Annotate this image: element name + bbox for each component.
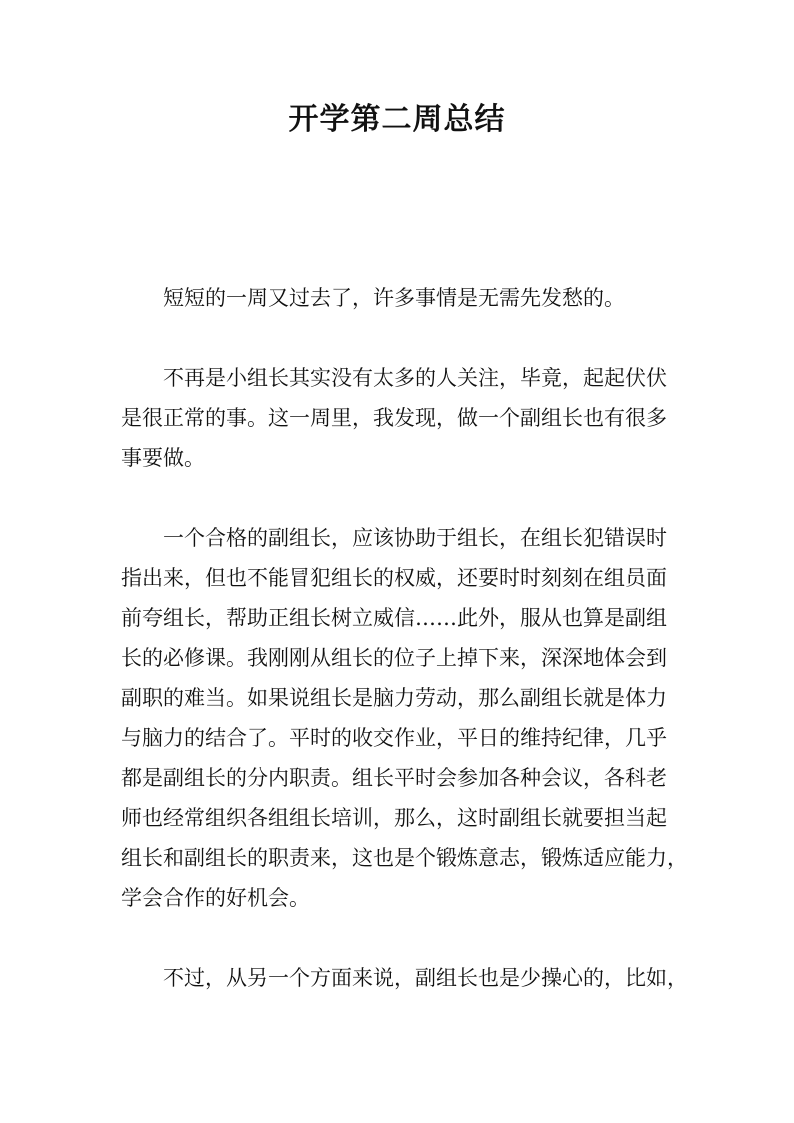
paragraph-gap xyxy=(121,478,673,518)
paragraph-line: 不过，从另一个方面来说，副组长也是少操心的，比如， xyxy=(163,966,688,990)
paragraph-line: 短短的一周又过去了，许多事情是无需先发愁的。 xyxy=(163,286,625,310)
paragraph-line: 事要做。 xyxy=(121,446,205,470)
document-title: 开学第二周总结 xyxy=(288,102,506,137)
paragraph-gap xyxy=(121,918,673,958)
paragraph-2 xyxy=(121,358,673,478)
paragraph-line: 指出来，但也不能冒犯组长的权威，还要时时刻刻在组员面 xyxy=(121,566,667,590)
paragraph-line: 副职的难当。如果说组长是脑力劳动，那么副组长就是体力 xyxy=(121,686,667,710)
paragraph-line: 都是副组长的分内职责。组长平时会参加各种会议，各科老 xyxy=(121,766,667,790)
paragraph-line: 前夸组长，帮助正组长树立威信……此外，服从也算是副组 xyxy=(121,606,667,630)
paragraph-4 xyxy=(121,958,688,998)
paragraph-line: 一个合格的副组长，应该协助于组长，在组长犯错误时 xyxy=(163,526,667,550)
paragraph-line: 师也经常组织各组组长培训，那么，这时副组长就要担当起 xyxy=(121,806,667,830)
paragraph-line: 组长和副组长的职责来，这也是个锻炼意志，锻炼适应能力， xyxy=(121,846,688,870)
paragraph-3 xyxy=(121,518,688,918)
paragraph-line: 长的必修课。我刚刚从组长的位子上掉下来，深深地体会到 xyxy=(121,646,667,670)
paragraph-gap xyxy=(121,318,673,358)
paragraph-line: 与脑力的结合了。平时的收交作业，平日的维持纪律，几乎 xyxy=(121,726,667,750)
document-body xyxy=(121,278,688,998)
paragraph-line: 不再是小组长其实没有太多的人关注，毕竟，起起伏伏 xyxy=(163,366,667,390)
paragraph-line: 是很正常的事。这一周里，我发现，做一个副组长也有很多 xyxy=(121,406,667,430)
paragraph-1 xyxy=(121,278,673,318)
paragraph-line: 学会合作的好机会。 xyxy=(121,886,310,910)
